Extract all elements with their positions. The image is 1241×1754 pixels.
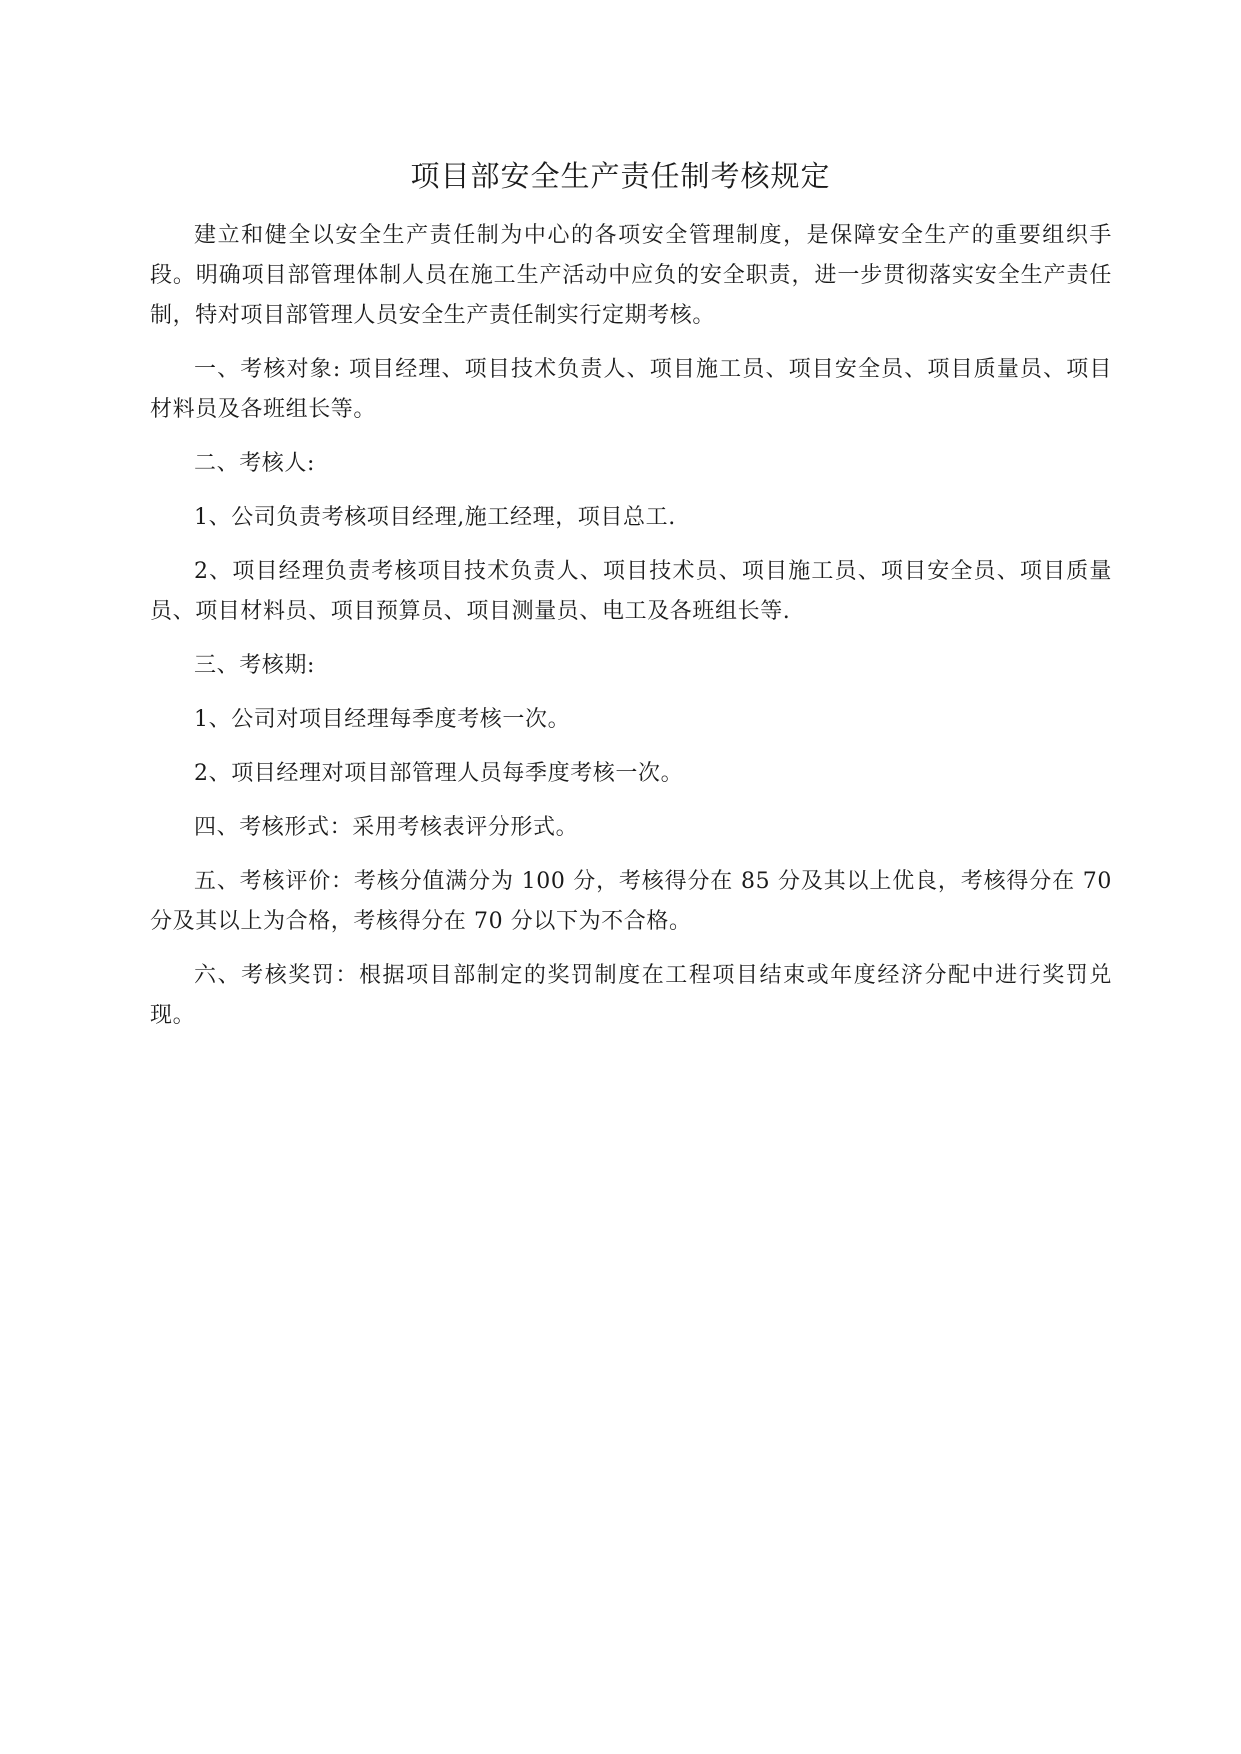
section-assessment-targets: 一、考核对象: 项目经理、项目技术负责人、项目施工员、项目安全员、项目质量员、项目材料员及各班组长等。 — [150, 357, 1112, 422]
assessors-item-1: 1、公司负责考核项目经理,施工经理，项目总工. — [194, 505, 676, 530]
section-assessment-form: 四、考核形式：采用考核表评分形式。 — [194, 815, 579, 840]
document-body — [150, 216, 1112, 1050]
section-assessors-heading: 二、考核人: — [194, 451, 316, 476]
document-title: 项目部安全生产责任制考核规定 — [410, 159, 831, 193]
section-rewards-penalties: 六、考核奖罚：根据项目部制定的奖罚制度在工程项目结束或年度经济分配中进行奖罚兑现。 — [150, 963, 1112, 1028]
section-assessment-evaluation: 五、考核评价：考核分值满分为 100 分，考核得分在 85 分及其以上优良，考核得分在 70 分及其以上为合格，考核得分在 70 分以下为不合格。 — [150, 869, 1112, 934]
assessors-item-2: 2、项目经理负责考核项目技术负责人、项目技术员、项目施工员、项目安全员、项目质量员、项目材料员、项目预算员、项目测量员、电工及各班组长等. — [150, 559, 1112, 624]
intro-paragraph: 建立和健全以安全生产责任制为中心的各项安全管理制度，是保障安全生产的重要组织手段。明确项目部管理体制人员在施工生产活动中应负的安全职责，进一步贯彻落实安全生产责任制，特对项目部管理人员安全生产责任制实行定期考核。 — [150, 223, 1112, 328]
section-assessment-period-heading: 三、考核期: — [194, 653, 316, 678]
period-item-1: 1、公司对项目经理每季度考核一次。 — [194, 707, 571, 732]
period-item-2: 2、项目经理对项目部管理人员每季度考核一次。 — [194, 761, 684, 786]
